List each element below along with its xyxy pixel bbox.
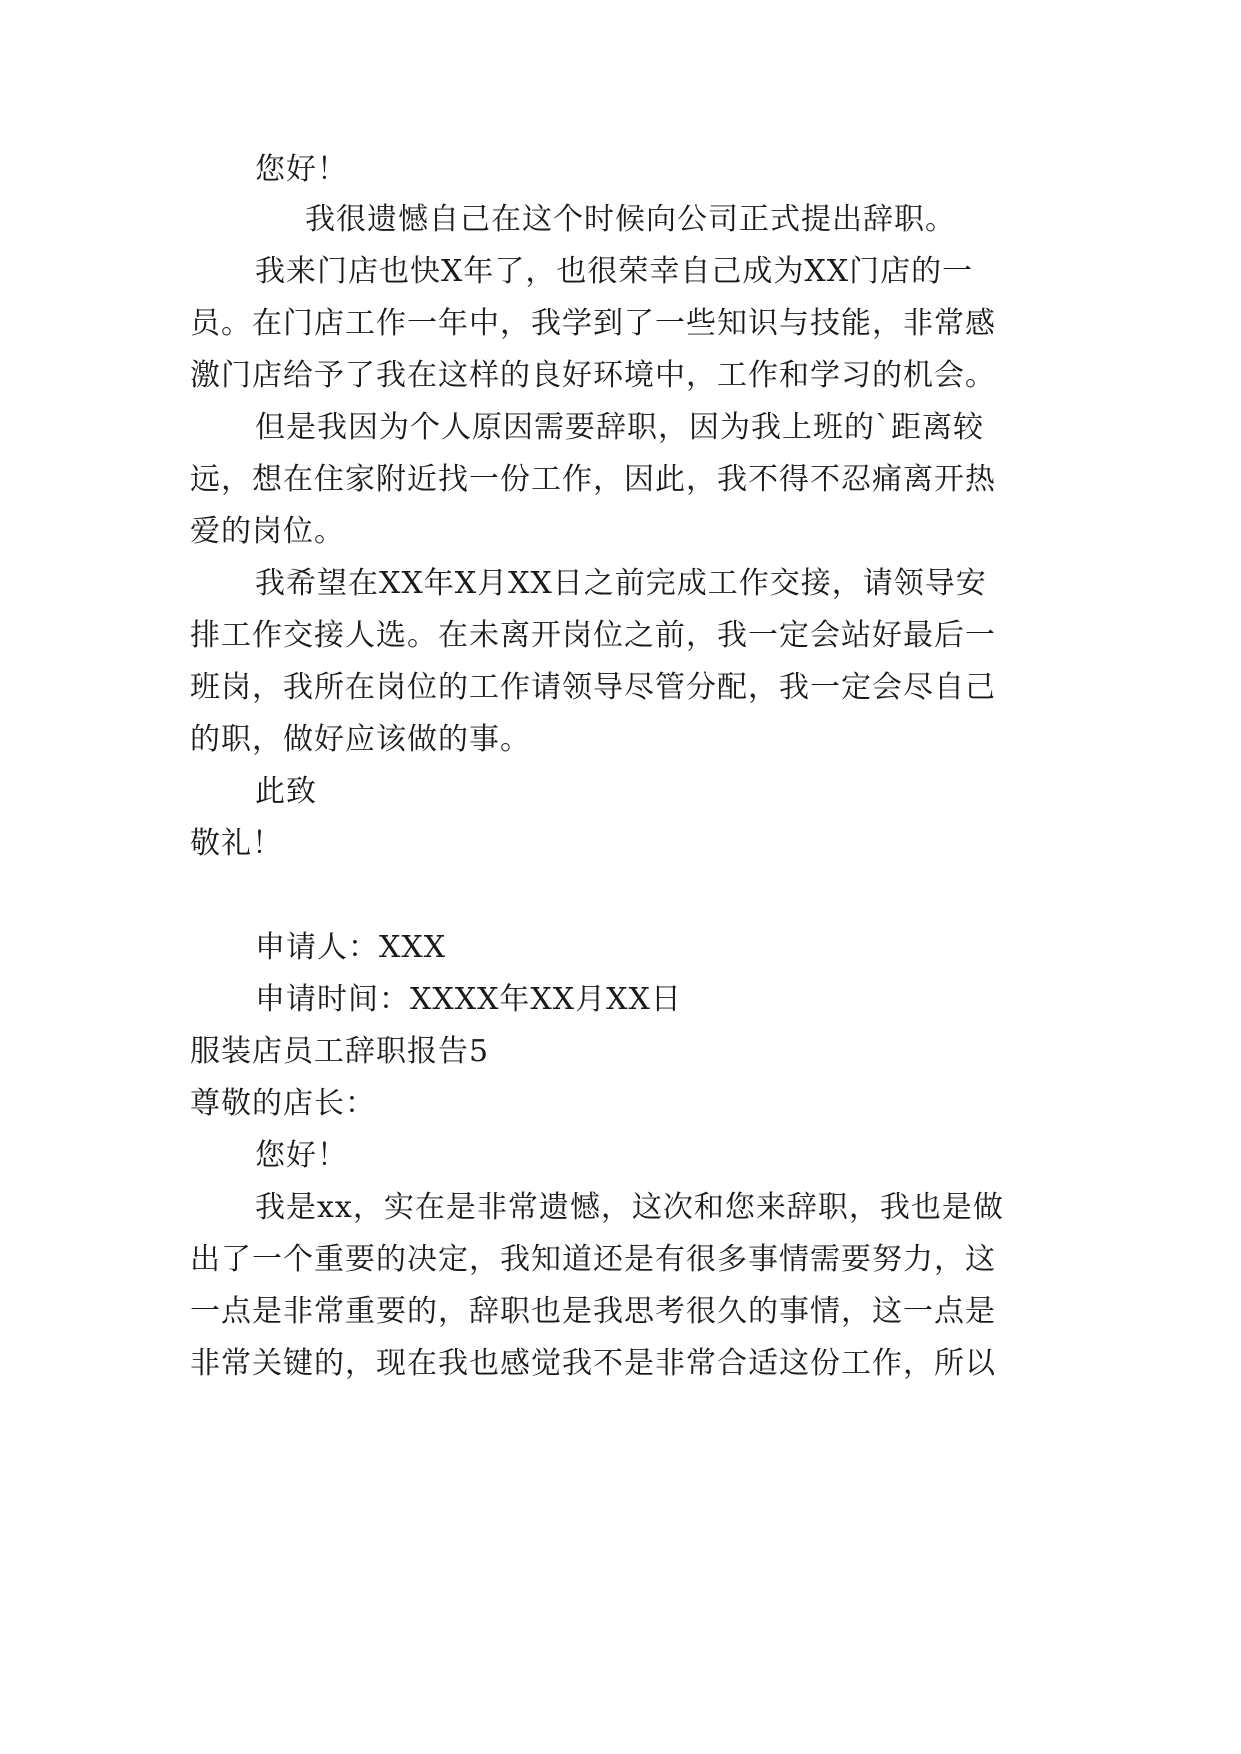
paragraph-line: 出了一个重要的决定，我知道还是有很多事情需要努力，这 xyxy=(190,1242,996,1277)
paragraph-line: 班岗，我所在岗位的工作请领导尽管分配，我一定会尽自己 xyxy=(190,670,996,705)
paragraph-line: 激门店给予了我在这样的良好环境中，工作和学习的机会。 xyxy=(190,358,996,393)
paragraph-line: 排工作交接人选。在未离开岗位之前，我一定会站好最后一 xyxy=(190,618,996,653)
paragraph-line: 员。在门店工作一年中，我学到了一些知识与技能，非常感 xyxy=(190,306,996,341)
greeting-2: 您好！ xyxy=(255,1138,348,1173)
paragraph-line: 一点是非常重要的，辞职也是我思考很久的事情，这一点是 xyxy=(190,1294,996,1329)
paragraph-line: 我很遗憾自己在这个时候向公司正式提出辞职。 xyxy=(305,202,956,237)
paragraph-line: 但是我因为个人原因需要辞职，因为我上班的`距离较 xyxy=(255,410,984,445)
date-line: 申请时间：XXXX年XX月XX日 xyxy=(255,982,682,1017)
paragraph-line: 远，想在住家附近找一份工作，因此，我不得不忍痛离开热 xyxy=(190,462,996,497)
applicant-line: 申请人：XXX xyxy=(255,930,447,965)
paragraph-line: 我来门店也快X年了，也很荣幸自己成为XX门店的一 xyxy=(255,254,974,289)
greeting-1: 您好！ xyxy=(255,152,348,187)
salutation: 尊敬的店长： xyxy=(190,1086,376,1121)
closing-salute: 敬礼！ xyxy=(190,826,283,861)
paragraph-line: 我希望在XX年X月XX日之前完成工作交接，请领导安 xyxy=(255,566,987,601)
section-title: 服装店员工辞职报告5 xyxy=(190,1034,490,1069)
paragraph-line: 非常关键的，现在我也感觉我不是非常合适这份工作，所以 xyxy=(190,1346,996,1381)
paragraph-line: 我是xx，实在是非常遗憾，这次和您来辞职，我也是做 xyxy=(255,1190,1004,1225)
paragraph-line: 的职，做好应该做的事。 xyxy=(190,722,531,757)
closing-line: 此致 xyxy=(255,774,317,809)
paragraph-line: 爱的岗位。 xyxy=(190,514,345,549)
